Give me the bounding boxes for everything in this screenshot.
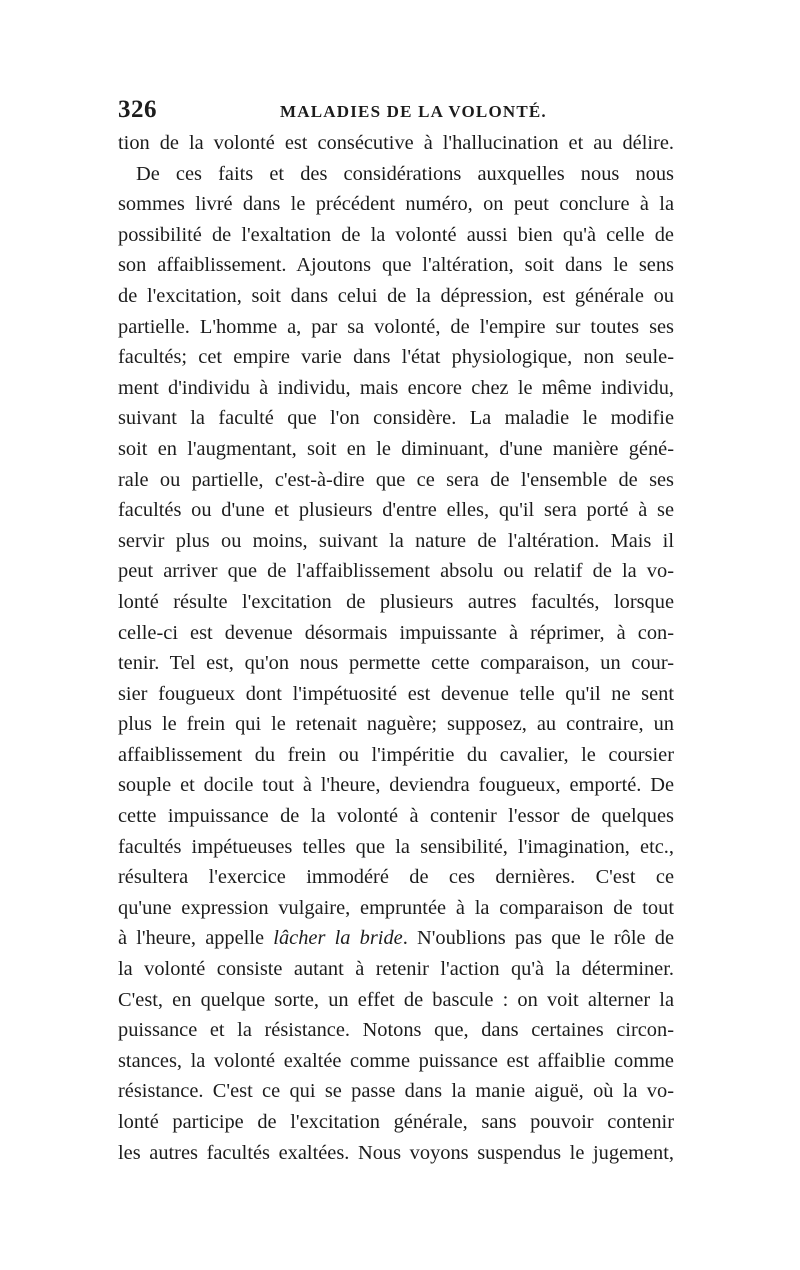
text-line: sommes livré dans le précédent numéro, on peut conclure à la — [118, 193, 674, 216]
text-line: stances, la volonté exaltée comme puissance est affaiblie comme — [118, 1049, 674, 1072]
text-segment: . N'oublions pas que le rôle de — [402, 927, 674, 950]
page-number: 326 — [118, 96, 157, 123]
running-title: MALADIES DE LA VOLONTÉ. — [280, 102, 547, 121]
text-segment: à l'heure, appelle — [118, 927, 274, 950]
text-line: ment d'individu à individu, mais encore chez le même individu, — [118, 376, 674, 399]
text-line: de l'excitation, soit dans celui de la dépression, est générale ou — [118, 284, 674, 307]
text-line: servir plus ou moins, suivant la nature de l'altération. Mais il — [118, 529, 674, 552]
text-line: facultés impétueuses telles que la sensibilité, l'imagination, etc., — [118, 835, 674, 858]
text-line: affaiblissement du frein ou l'impéritie du cavalier, le coursier — [118, 743, 674, 766]
text-line — [118, 923, 674, 954]
text-line: soit en l'augmentant, soit en le diminuant, d'une manière géné- — [118, 437, 674, 460]
text-line: peut arriver que de l'affaiblissement absolu ou relatif de la vo- — [118, 560, 674, 583]
text-line: partielle. L'homme a, par sa volonté, de l'empire sur toutes ses — [118, 315, 674, 338]
text-line: De ces faits et des considérations auxquelles nous nous — [136, 162, 674, 185]
page-header — [118, 96, 678, 126]
text-line: qu'une expression vulgaire, empruntée à la comparaison de tout — [118, 896, 674, 919]
text-line: cette impuissance de la volonté à contenir l'essor de quelques — [118, 805, 674, 828]
text-line: suivant la faculté que l'on considère. La maladie le modifie — [118, 407, 674, 430]
text-line: plus le frein qui le retenait naguère; supposez, au contraire, un — [118, 713, 674, 736]
text-line: puissance et la résistance. Notons que, dans certaines circon- — [118, 1019, 674, 1042]
text-line: résultera l'exercice immodéré de ces dernières. C'est ce — [118, 866, 674, 889]
text-line: souple et docile tout à l'heure, deviendra fougueux, emporté. De — [118, 774, 674, 797]
text-line: son affaiblissement. Ajoutons que l'altération, soit dans le sens — [118, 254, 674, 277]
text-line: tion de la volonté est consécutive à l'hallucination et au délire. — [118, 132, 674, 154]
text-line: celle-ci est devenue désormais impuissante à réprimer, à con- — [118, 621, 674, 644]
text-line: possibilité de l'exaltation de la volonté aussi bien qu'à celle de — [118, 223, 674, 246]
text-line: lonté résulte l'excitation de plusieurs autres facultés, lorsque — [118, 590, 674, 613]
text-line: facultés; cet empire varie dans l'état physiologique, non seule- — [118, 346, 674, 369]
italic-phrase: lâcher la bride — [273, 927, 403, 950]
text-line: résistance. C'est ce qui se passe dans la manie aiguë, où la vo- — [118, 1080, 674, 1103]
text-line: lonté participe de l'excitation générale, sans pouvoir contenir — [118, 1111, 674, 1133]
text-line: sier fougueux dont l'impétuosité est devenue telle qu'il ne sent — [118, 682, 674, 705]
text-line: tenir. Tel est, qu'on nous permette cette comparaison, un cour- — [118, 652, 674, 675]
text-line: les autres facultés exaltées. Nous voyons suspendus le jugement, — [118, 1141, 674, 1164]
text-line: C'est, en quelque sorte, un effet de bascule : on voit alterner la — [118, 988, 674, 1011]
text-line: la volonté consiste autant à retenir l'action qu'à la déterminer. — [118, 958, 674, 981]
body-text — [118, 128, 674, 1168]
text-line: facultés ou d'une et plusieurs d'entre elles, qu'il sera porté à se — [118, 499, 674, 522]
text-line: rale ou partielle, c'est-à-dire que ce sera de l'ensemble de ses — [118, 468, 674, 491]
